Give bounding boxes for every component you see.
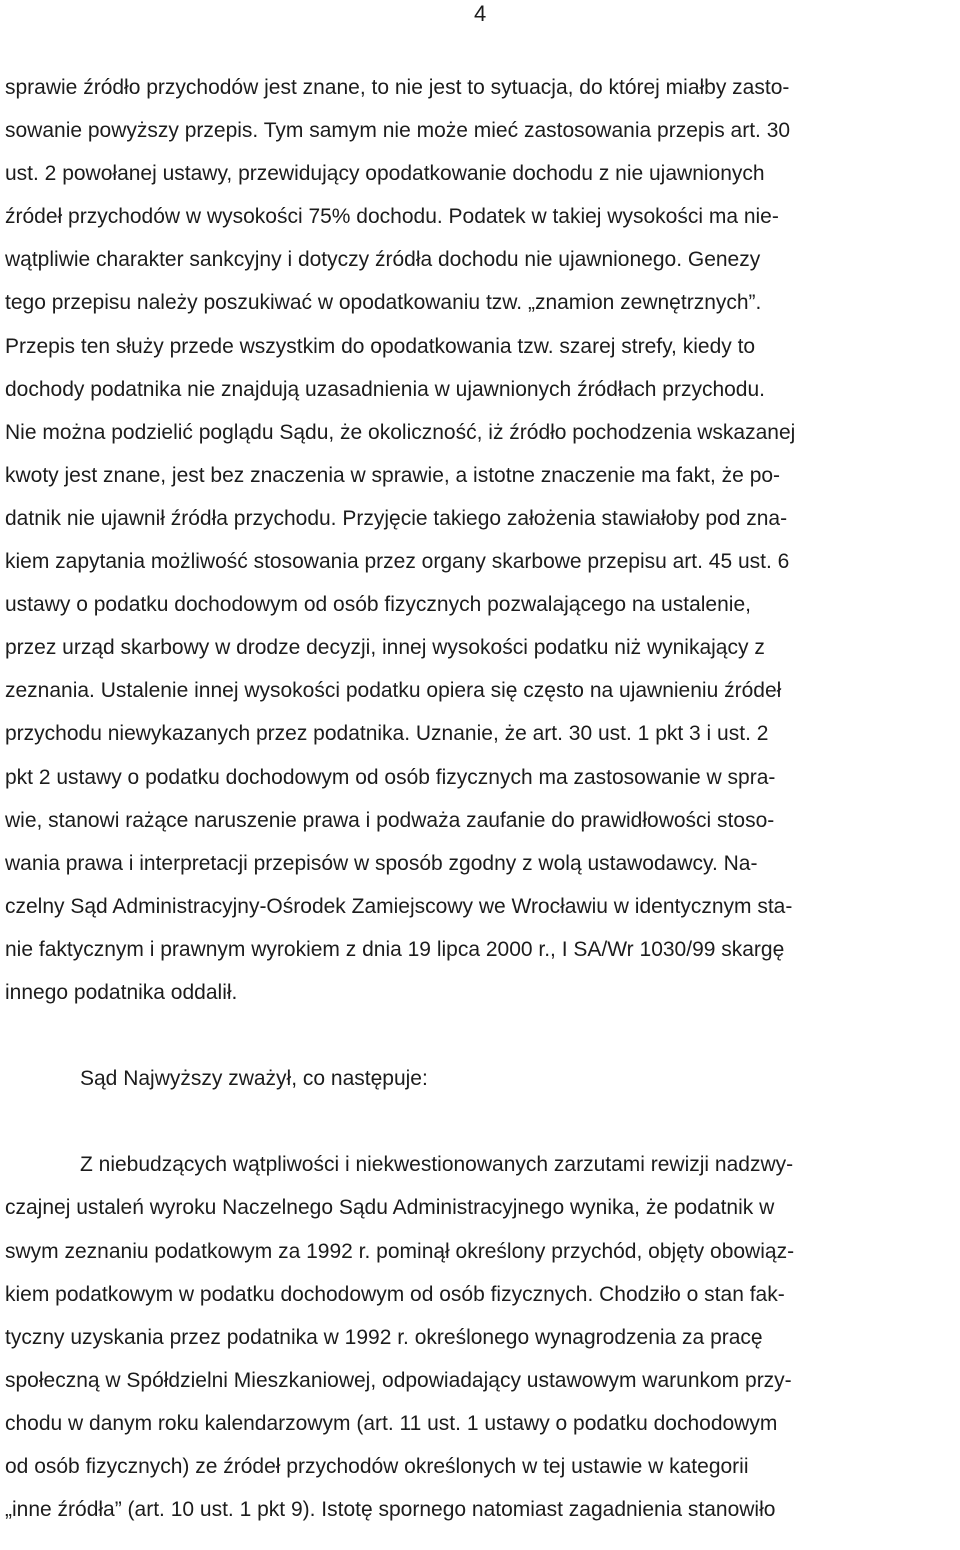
text-line: nie faktycznym i prawnym wyrokiem z dnia 19 lipca 2000 r., I SA/Wr 1030/99 skargę xyxy=(5,937,785,961)
text-line: ustawy o podatku dochodowym od osób fizycznych pozwalającego na ustalenie, xyxy=(5,593,751,617)
text-line: sprawie źródło przychodów jest znane, to nie jest to sytuacja, do której miałby zasto- xyxy=(5,76,790,99)
page-number: 4 xyxy=(474,1,487,26)
text-line: datnik nie ujawnił źródła przychodu. Przyjęcie takiego założenia stawiałoby pod zna- xyxy=(5,506,788,530)
text-line: kwoty jest znane, jest bez znaczenia w sprawie, a istotne znaczenie ma fakt, że po- xyxy=(5,463,781,487)
text-line: dochody podatnika nie znajdują uzasadnienia w ujawnionych źródłach przychodu. xyxy=(5,377,765,401)
text-line: czelny Sąd Administracyjny-Ośrodek Zamiejscowy we Wrocławiu w identycznym sta- xyxy=(5,894,793,918)
text-line: tyczny uzyskania przez podatnika w 1992 r. określonego wynagrodzenia za pracę xyxy=(5,1325,763,1349)
text-line: od osób fizycznych) ze źródeł przychodów określonych w tej ustawie w kategorii xyxy=(5,1455,749,1478)
text-line: wie, stanowi rażące naruszenie prawa i podważa zaufanie do prawidłowości stoso- xyxy=(5,808,775,832)
text-line: źródeł przychodów w wysokości 75% dochodu. Podatek w takiej wysokości ma nie- xyxy=(5,205,779,229)
text-line: tego przepisu należy poszukiwać w opodatkowaniu tzw. „znamion zewnętrznych”. xyxy=(5,291,762,315)
text-line: „inne źródła” (art. 10 ust. 1 pkt 9). Istotę spornego natomiast zagadnienia stanowiło xyxy=(5,1498,776,1522)
text-line: społeczną w Spółdzielni Mieszkaniowej, odpowiadający ustawowym warunkom przy- xyxy=(5,1368,792,1392)
paragraph-reasoning xyxy=(5,1143,957,1531)
paragraph-spacer xyxy=(5,1100,957,1143)
text-line: sowanie powyższy przepis. Tym samym nie może mieć zastosowania przepis art. 30 xyxy=(5,119,791,143)
text-line: Z niebudzących wątpliwości i niekwestionowanych zarzutami rewizji nadzwy- xyxy=(80,1153,794,1177)
text-line: kiem podatkowym w podatku dochodowym od osób fizycznych. Chodziło o stan fak- xyxy=(5,1282,785,1306)
text-line: Przepis ten służy przede wszystkim do opodatkowania tzw. szarej strefy, kiedy to xyxy=(5,334,756,358)
paragraph-argument xyxy=(5,66,957,1014)
text-line: innego podatnika oddalił. xyxy=(5,980,238,1004)
text-line: kiem zapytania możliwość stosowania przez organy skarbowe przepisu art. 45 ust. 6 xyxy=(5,550,790,574)
text-line: wania prawa i interpretacji przepisów w sposób zgodny z wolą ustawodawcy. Na- xyxy=(5,851,758,875)
text-line: swym zeznaniu podatkowym za 1992 r. pominął określony przychód, objęty obowiąz- xyxy=(5,1239,795,1263)
text-line: Nie można podzielić poglądu Sądu, że okoliczność, iż źródło pochodzenia wskazanej xyxy=(5,420,796,444)
text-line: pkt 2 ustawy o podatku dochodowym od osób fizycznych ma zastosowanie w spra- xyxy=(5,765,776,789)
text-line: chodu w danym roku kalendarzowym (art. 11 ust. 1 ustawy o podatku dochodowym xyxy=(5,1411,778,1435)
section-heading: Sąd Najwyższy zważył, co następuje: xyxy=(80,1067,428,1091)
text-line: zeznania. Ustalenie innej wysokości podatku opiera się często na ujawnieniu źródeł xyxy=(5,679,782,703)
text-line: wątpliwie charakter sankcyjny i dotyczy źródła dochodu nie ujawnionego. Genezy xyxy=(5,248,761,272)
text-line: przychodu niewykazanych przez podatnika. Uznanie, że art. 30 ust. 1 pkt 3 i ust. 2 xyxy=(5,722,769,746)
text-line: przez urząd skarbowy w drodze decyzji, innej wysokości podatku niż wynikający z xyxy=(5,636,765,660)
text-line: czajnej ustaleń wyroku Naczelnego Sądu Administracyjnego wynika, że podatnik w xyxy=(5,1196,775,1220)
paragraph-spacer xyxy=(5,1014,957,1057)
document-body xyxy=(5,66,957,1531)
paragraph-heading-court xyxy=(5,1057,957,1100)
text-line: ust. 2 powołanej ustawy, przewidujący opodatkowanie dochodu z nie ujawnionych xyxy=(5,162,765,186)
